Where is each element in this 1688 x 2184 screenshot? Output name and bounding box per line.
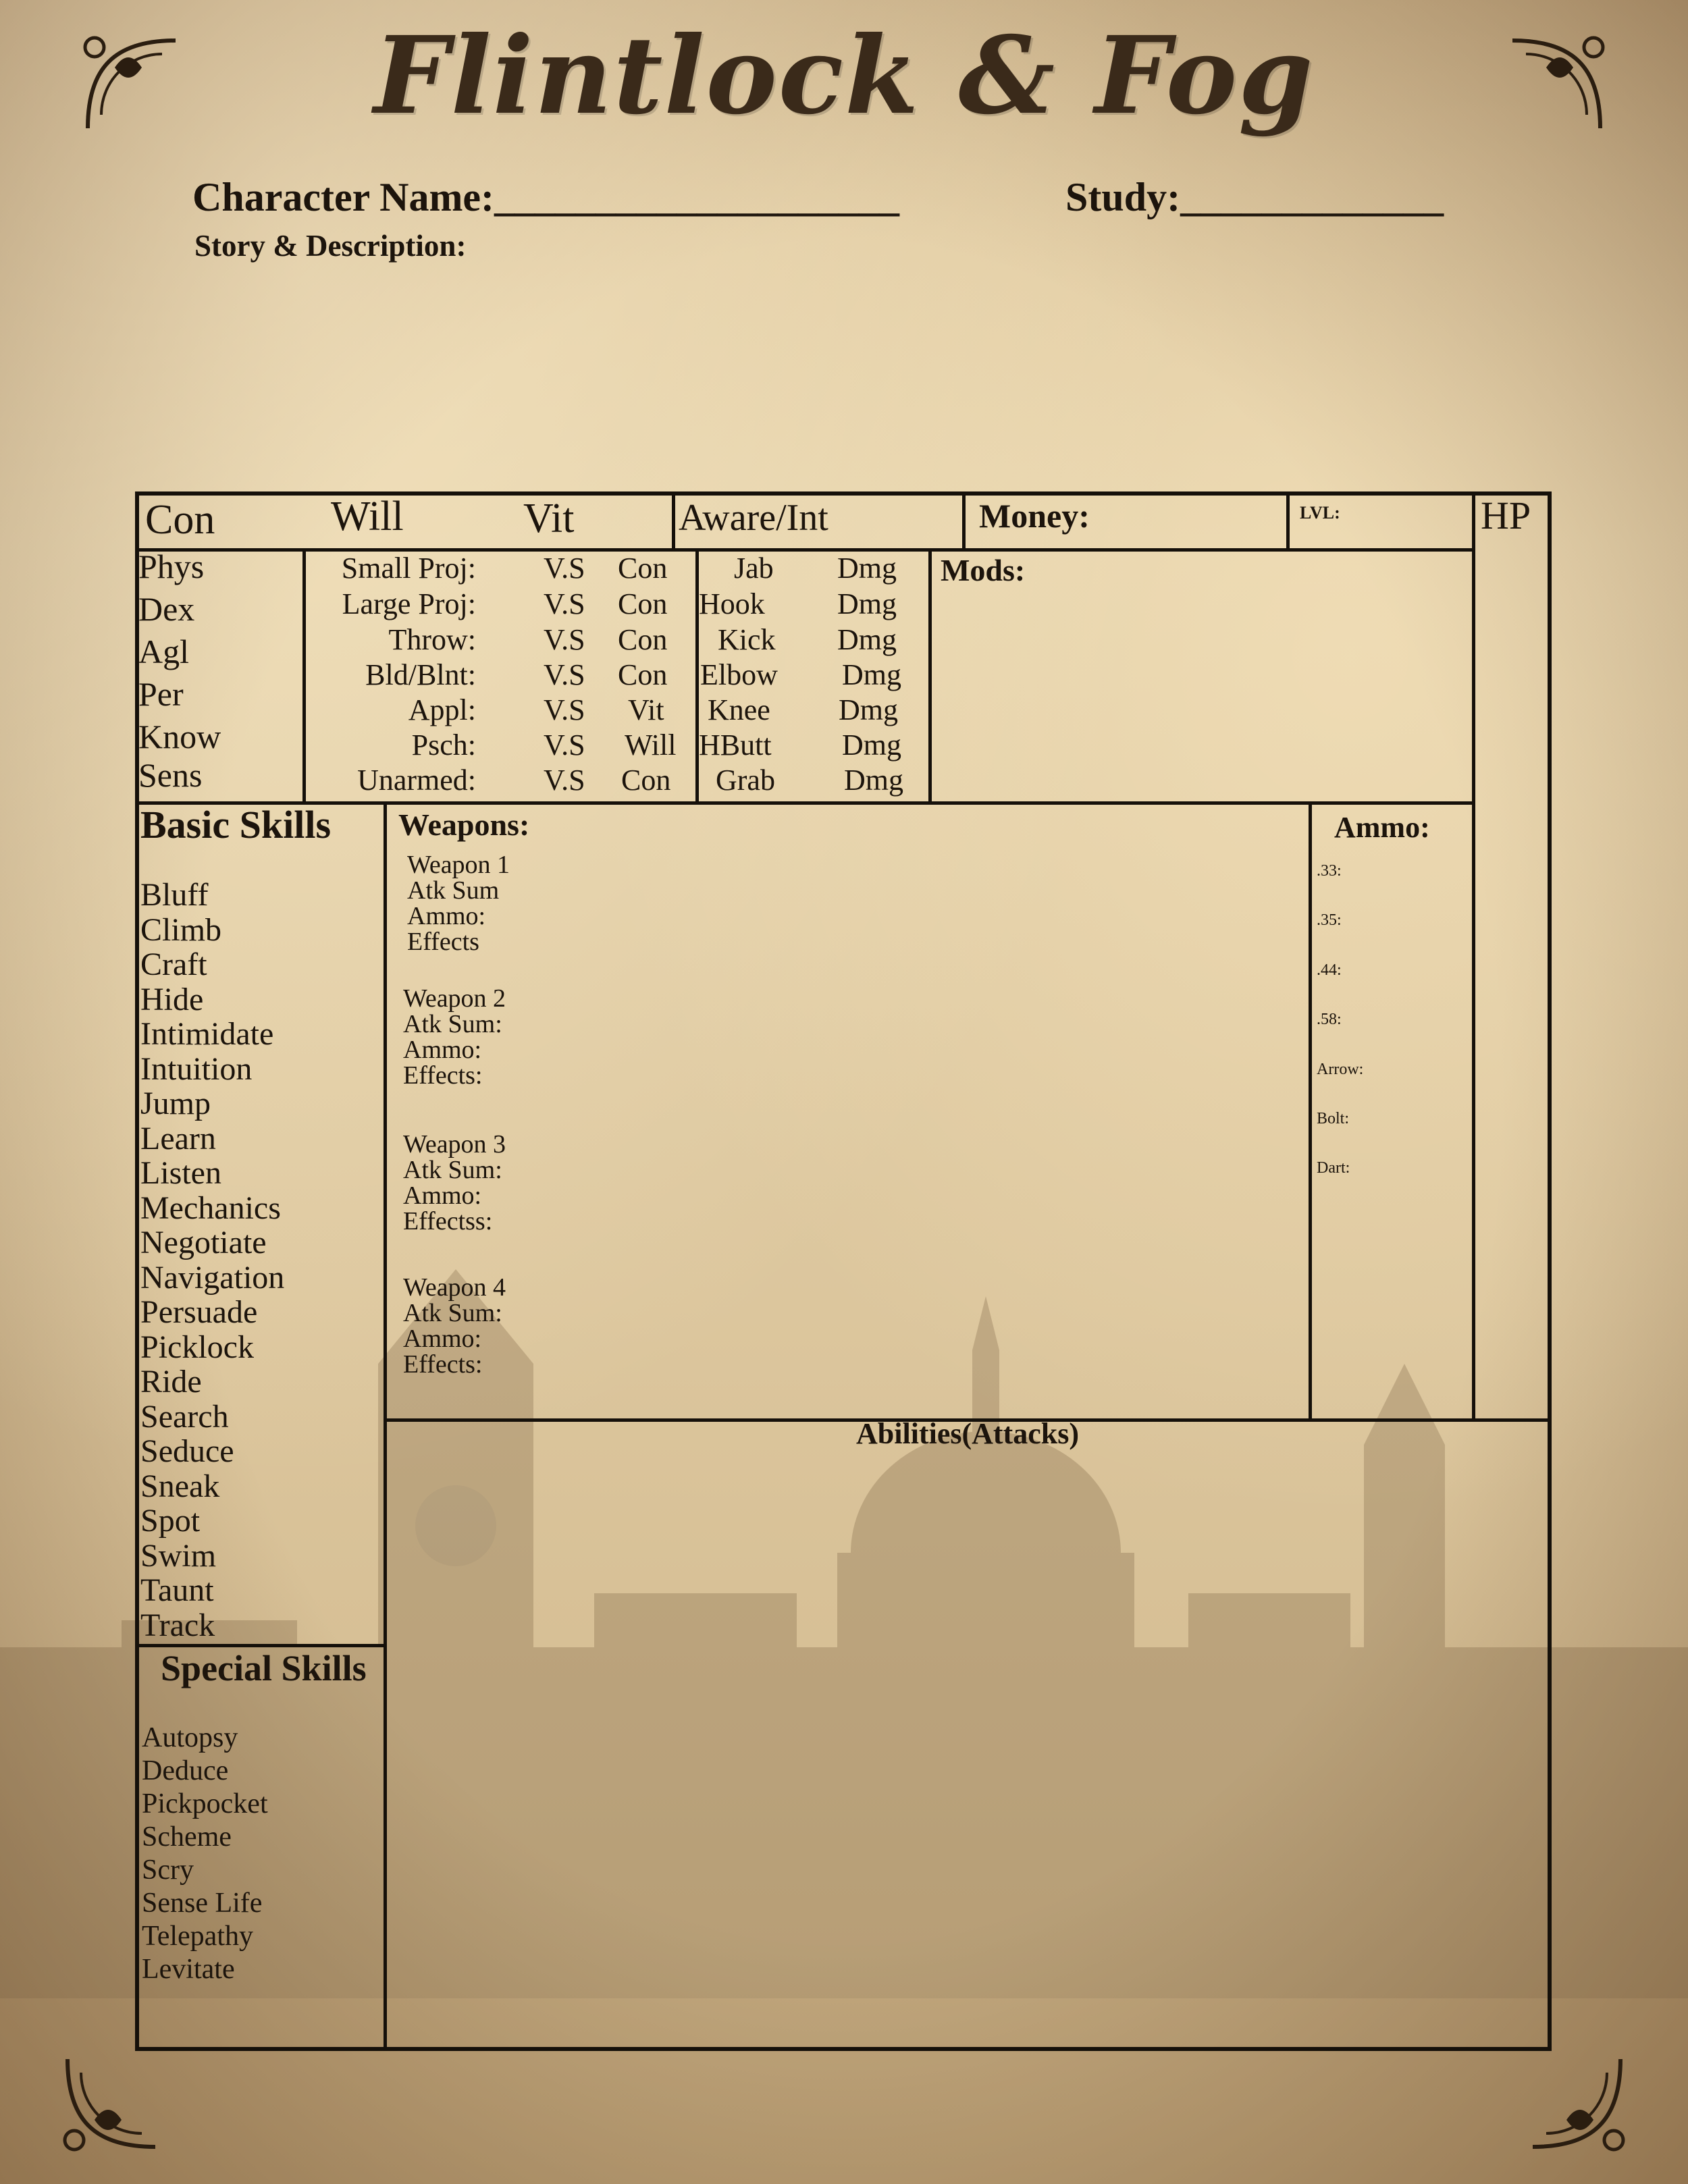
attack-stat: Con bbox=[618, 552, 668, 585]
weapon-effects: Effects bbox=[407, 928, 479, 956]
weapon-ammo: Ammo: bbox=[407, 902, 486, 930]
attack-name: Throw: bbox=[388, 623, 476, 656]
skill-sneak[interactable]: Sneak bbox=[140, 1468, 220, 1504]
corner-flourish-icon bbox=[1526, 2052, 1634, 2160]
strike-dmg: Dmg bbox=[839, 693, 898, 726]
weapon-ammo: Ammo: bbox=[403, 1325, 482, 1353]
special-skill-scry[interactable]: Scry bbox=[142, 1855, 194, 1886]
weapon-atk-sum: Atk Sum: bbox=[403, 1156, 502, 1184]
weapon-block-1[interactable] bbox=[407, 852, 510, 955]
skill-learn[interactable]: Learn bbox=[140, 1120, 216, 1156]
skill-mechanics[interactable]: Mechanics bbox=[140, 1190, 281, 1226]
special-skill-scheme[interactable]: Scheme bbox=[142, 1821, 232, 1853]
strike-dmg: Dmg bbox=[837, 623, 897, 656]
skill-taunt[interactable]: Taunt bbox=[140, 1572, 214, 1608]
weapon-ammo: Ammo: bbox=[403, 1181, 482, 1210]
study-field[interactable]: Study:_____________ bbox=[1065, 175, 1444, 219]
ammo-35[interactable]: .35: bbox=[1317, 911, 1342, 929]
skill-search[interactable]: Search bbox=[140, 1398, 229, 1435]
corner-flourish-icon bbox=[54, 2052, 162, 2160]
attribute-agl: Agl bbox=[138, 633, 189, 670]
attack-stat: Con bbox=[621, 764, 671, 797]
skill-climb[interactable]: Climb bbox=[140, 911, 222, 948]
attack-stat: Vit bbox=[628, 693, 664, 726]
ammo-dart[interactable]: Dart: bbox=[1317, 1159, 1350, 1177]
attack-name: Small Proj: bbox=[341, 552, 476, 585]
special-skill-deduce[interactable]: Deduce bbox=[142, 1755, 229, 1786]
attack-name: Large Proj: bbox=[342, 587, 476, 620]
ammo-44[interactable]: .44: bbox=[1317, 961, 1342, 979]
vit-label: Vit bbox=[523, 496, 575, 541]
attribute-sens: Sens bbox=[138, 756, 203, 794]
weapon-block-3[interactable] bbox=[403, 1131, 506, 1234]
attack-vs: V.S bbox=[544, 587, 585, 620]
skill-spot[interactable]: Spot bbox=[140, 1503, 201, 1539]
special-skill-pickpocket[interactable]: Pickpocket bbox=[142, 1788, 268, 1819]
attack-vs: V.S bbox=[544, 728, 585, 762]
skill-jump[interactable]: Jump bbox=[140, 1086, 211, 1121]
hp-field[interactable]: HP bbox=[1481, 494, 1531, 537]
strike-name: Kick bbox=[718, 623, 776, 656]
attack-stat: Con bbox=[618, 623, 668, 656]
weapon-atk-sum: Atk Sum: bbox=[403, 1010, 502, 1038]
strike-dmg: Dmg bbox=[837, 552, 897, 585]
attack-name: Unarmed: bbox=[357, 764, 476, 797]
special-skill-sense-life[interactable]: Sense Life bbox=[142, 1888, 263, 1919]
will-label: Will bbox=[331, 494, 404, 539]
ammo-33[interactable]: .33: bbox=[1317, 862, 1342, 880]
money-field[interactable]: Money: bbox=[979, 497, 1090, 535]
special-skills-title: Special Skills bbox=[161, 1648, 367, 1688]
abilities-title: Abilities(Attacks) bbox=[856, 1417, 1079, 1450]
ammo-58[interactable]: .58: bbox=[1317, 1011, 1342, 1028]
attack-name: Psch: bbox=[411, 728, 476, 762]
skill-persuade[interactable]: Persuade bbox=[140, 1294, 258, 1330]
attack-vs: V.S bbox=[544, 764, 585, 797]
attack-vs: V.S bbox=[544, 693, 585, 726]
special-skill-telepathy[interactable]: Telepathy bbox=[142, 1921, 253, 1952]
special-skill-levitate[interactable]: Levitate bbox=[142, 1954, 235, 1985]
skill-ride[interactable]: Ride bbox=[140, 1364, 202, 1400]
skill-bluff[interactable]: Bluff bbox=[140, 877, 209, 913]
weapon-name: Weapon 1 bbox=[407, 851, 510, 879]
basic-skills-title: Basic Skills bbox=[140, 803, 332, 847]
attack-name: Appl: bbox=[408, 693, 476, 726]
ammo-bolt[interactable]: Bolt: bbox=[1317, 1110, 1350, 1127]
attack-stat: Con bbox=[618, 587, 668, 620]
character-name-field[interactable]: Character Name:____________________ bbox=[192, 175, 900, 219]
strike-name: Hook bbox=[699, 587, 765, 620]
ammo-arrow[interactable]: Arrow: bbox=[1317, 1061, 1364, 1078]
attribute-know: Know bbox=[138, 718, 221, 755]
weapon-effects: Effectss: bbox=[403, 1207, 493, 1235]
skill-intuition[interactable]: Intuition bbox=[140, 1050, 253, 1087]
skill-track[interactable]: Track bbox=[140, 1607, 215, 1643]
con-label: Con bbox=[145, 497, 215, 543]
attack-name: Bld/Blnt: bbox=[365, 658, 476, 691]
skill-seduce[interactable]: Seduce bbox=[140, 1433, 234, 1469]
strike-name: Jab bbox=[734, 552, 774, 585]
strike-dmg: Dmg bbox=[842, 728, 901, 762]
weapon-ammo: Ammo: bbox=[403, 1036, 482, 1064]
strike-name: HButt bbox=[699, 728, 772, 762]
attack-stat: Will bbox=[625, 728, 677, 762]
skill-picklock[interactable]: Picklock bbox=[140, 1329, 254, 1365]
skill-intimidate[interactable]: Intimidate bbox=[140, 1016, 274, 1052]
skill-hide[interactable]: Hide bbox=[140, 981, 204, 1017]
attribute-per: Per bbox=[138, 675, 184, 713]
weapons-title: Weapons: bbox=[398, 807, 530, 842]
strike-name: Grab bbox=[716, 764, 775, 797]
skill-negotiate[interactable]: Negotiate bbox=[140, 1225, 267, 1260]
weapon-name: Weapon 3 bbox=[403, 1130, 506, 1158]
weapon-block-4[interactable] bbox=[403, 1275, 506, 1377]
strike-dmg: Dmg bbox=[837, 587, 897, 620]
special-skills-list bbox=[142, 1722, 268, 1986]
sheet-title: Flintlock & Fog bbox=[373, 14, 1315, 138]
level-field[interactable]: LVL: bbox=[1300, 503, 1340, 523]
weapon-effects: Effects: bbox=[403, 1350, 483, 1379]
weapon-effects: Effects: bbox=[403, 1061, 483, 1090]
mods-field[interactable]: Mods: bbox=[941, 553, 1026, 587]
basic-skills-list bbox=[140, 878, 284, 1643]
skill-listen[interactable]: Listen bbox=[140, 1155, 221, 1191]
skill-swim[interactable]: Swim bbox=[140, 1537, 217, 1574]
attack-stat: Con bbox=[618, 658, 668, 691]
weapon-name: Weapon 2 bbox=[403, 984, 506, 1013]
strike-name: Elbow bbox=[700, 658, 778, 691]
strike-dmg: Dmg bbox=[844, 764, 903, 797]
ammo-title: Ammo: bbox=[1334, 811, 1430, 844]
attribute-phys: Phys bbox=[138, 548, 205, 585]
weapon-atk-sum: Atk Sum bbox=[407, 876, 500, 905]
aware-int-label: Aware/Int bbox=[679, 497, 828, 539]
strike-name: Knee bbox=[708, 693, 770, 726]
attack-vs: V.S bbox=[544, 552, 585, 585]
weapon-name: Weapon 4 bbox=[403, 1273, 506, 1302]
weapon-block-2[interactable] bbox=[403, 986, 506, 1088]
attribute-dex: Dex bbox=[138, 590, 195, 628]
weapon-atk-sum: Atk Sum: bbox=[403, 1299, 502, 1327]
skill-craft[interactable]: Craft bbox=[140, 947, 207, 982]
special-skill-autopsy[interactable]: Autopsy bbox=[142, 1722, 238, 1753]
attack-vs: V.S bbox=[544, 623, 585, 656]
attack-vs: V.S bbox=[544, 658, 585, 691]
skill-navigation[interactable]: Navigation bbox=[140, 1259, 285, 1296]
story-description-field[interactable]: Story & Description: bbox=[194, 229, 467, 263]
strike-dmg: Dmg bbox=[842, 658, 901, 691]
